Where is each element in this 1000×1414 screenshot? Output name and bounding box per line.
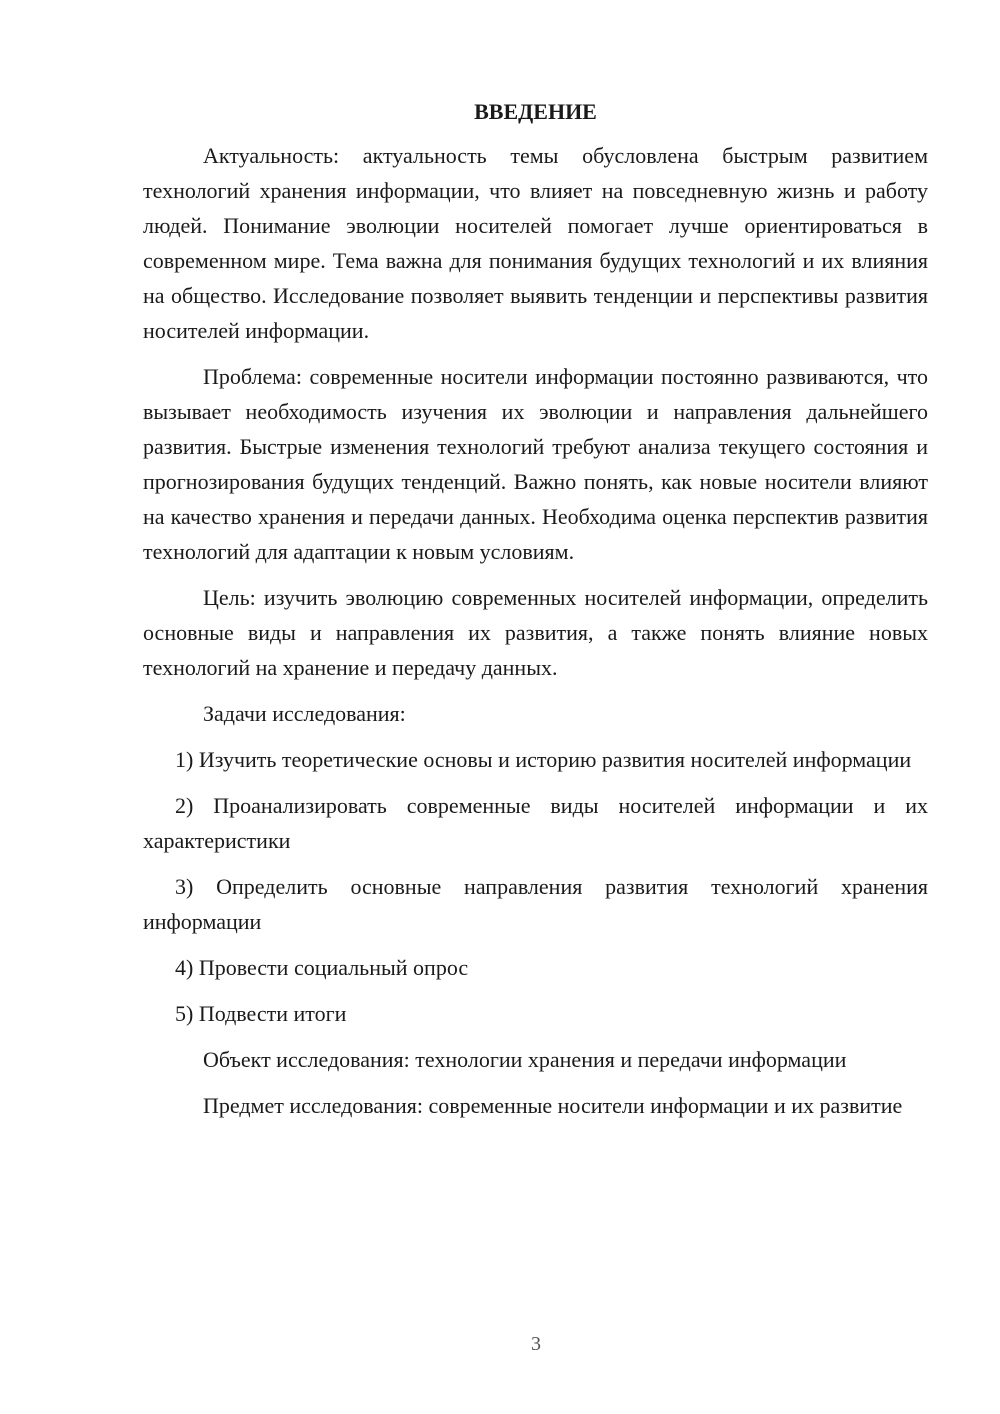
object-paragraph: Объект исследования: технологии хранения и передачи информации	[203, 1047, 847, 1072]
task-item-4: 4) Провести социальный опрос	[175, 955, 469, 980]
tasks-heading: Задачи исследования:	[203, 701, 406, 726]
subject-paragraph: Предмет исследования: современные носители информации и их развитие	[203, 1093, 903, 1118]
task-item-3: 3) Определить основные направления развития технологий хранения информации	[143, 874, 928, 934]
problem-paragraph: Проблема: современные носители информации постоянно развиваются, что вызывает необходимость изучения их эволюции и направления дальнейшего развития. Быстрые изменения технологий требуют анализа текущего состояния и прогнозирования будущих тенденций. Важно понять, как новые носители влияют на качество хранения и передачи данных. Необходима оценка перспектив развития технологий для адаптации к новым условиям.	[143, 364, 928, 564]
task-item-2: 2) Проанализировать современные виды носителей информации и их характеристики	[143, 793, 928, 853]
page-content	[143, 94, 928, 1134]
section-title: ВВЕДЕНИЕ	[474, 99, 597, 124]
task-item-5: 5) Подвести итоги	[175, 1001, 347, 1026]
goal-paragraph: Цель: изучить эволюцию современных носителей информации, определить основные виды и направления их развития, а также понять влияние новых технологий на хранение и передачу данных.	[143, 585, 928, 680]
page-number: 3	[531, 1333, 541, 1355]
relevance-paragraph: Актуальность: актуальность темы обусловлена быстрым развитием технологий хранения информации, что влияет на повседневную жизнь и работу людей. Понимание эволюции носителей помогает лучше ориентироваться в современном мире. Тема важна для понимания будущих технологий и их влияния на общество. Исследование позволяет выявить тенденции и перспективы развития носителей информации.	[143, 143, 928, 343]
task-item-1: 1) Изучить теоретические основы и историю развития носителей информации	[175, 747, 912, 772]
